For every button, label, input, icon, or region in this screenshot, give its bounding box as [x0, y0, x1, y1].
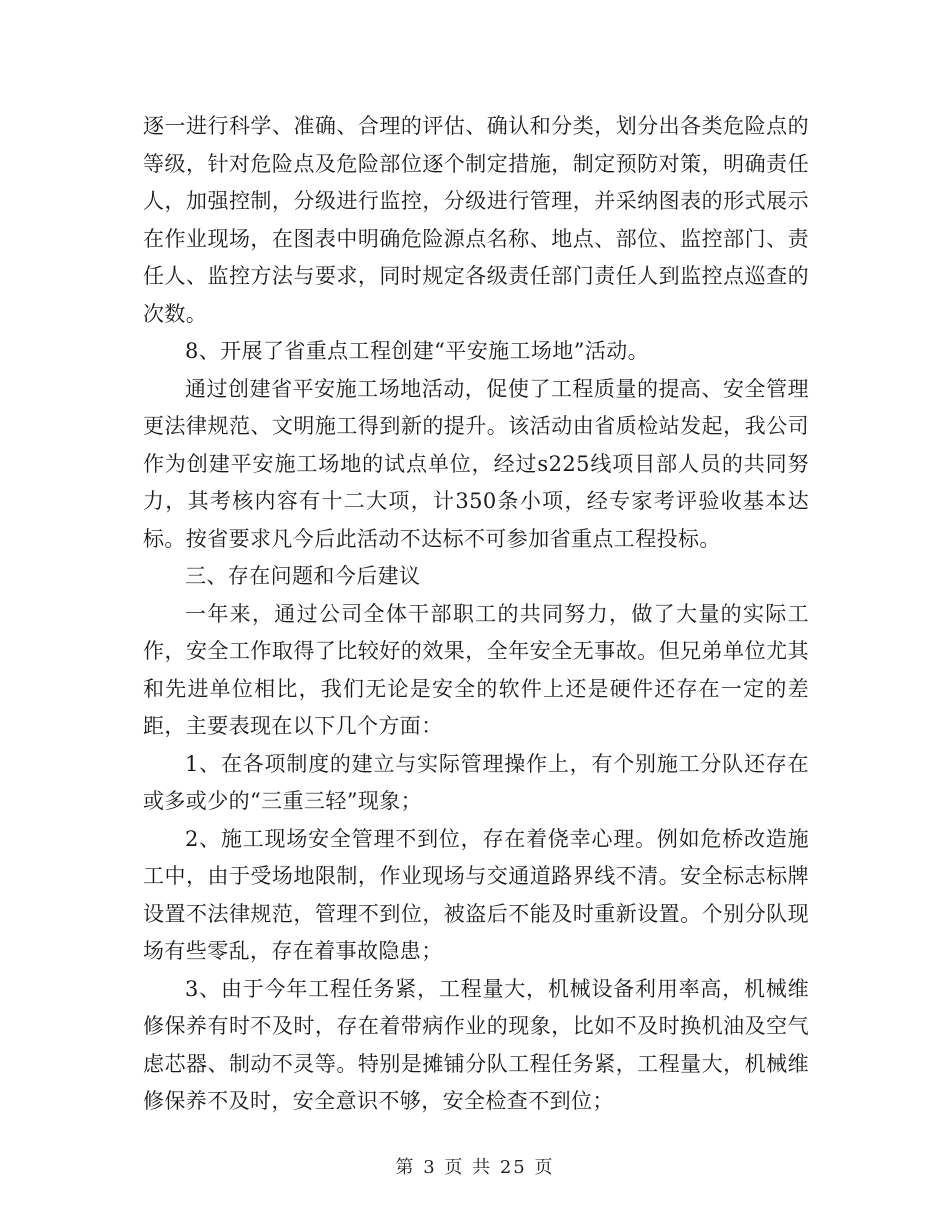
paragraph-problem-1: 1、在各项制度的建立与实际管理操作上，有个别施工分队还存在或多或少的“三重三轻”现象； — [143, 751, 809, 813]
paragraph-hazard-classification: 逐一进行科学、准确、合理的评估、确认和分类，划分出各类危险点的等级，针对危险点及危险部位逐个制定措施，制定预防对策，明确责任人，加强控制，分级进行监控，分级进行管理，并采纳图表的形式展示在作业现场，在图表中明确危险源点名称、地点、部位、监控部门、责任人、监控方法与要求，同时规定各级责任部门责任人到监控点巡查的次数。 — [143, 114, 809, 326]
paragraph-item-8-heading: 8、开展了省重点工程创建“平安施工场地”活动。 — [185, 339, 650, 363]
paragraph-year-summary: 一年来，通过公司全体干部职工的共同努力，做了大量的实际工作，安全工作取得了比较好的效果，全年安全无事故。但兄弟单位尤其和先进单位相比，我们无论是安全的软件上还是硬件还存在一定的差距，主要表现在以下几个方面： — [143, 601, 809, 738]
paragraph-problem-2: 2、施工现场安全管理不到位，存在着侥幸心理。例如危桥改造施工中，由于受场地限制，作业现场与交通道路界线不清。安全标志标牌设置不法律规范，管理不到位，被盗后不能及时重新设置。个别分队现场有些零乱，存在着事故隐患； — [143, 826, 809, 963]
paragraph-problem-3: 3、由于今年工程任务紧，工程量大，机械设备利用率高，机械维修保养有时不及时，存在着带病作业的现象，比如不及时换机油及空气虑芯器、制动不灵等。特别是摊铺分队工程任务紧，工程量大，机械维修保养不及时，安全意识不够，安全检查不到位； — [143, 976, 809, 1113]
section-heading-problems: 三、存在问题和今后建议 — [185, 564, 421, 588]
paragraph-safe-site-activity: 通过创建省平安施工场地活动，促使了工程质量的提高、安全管理更法律规范、文明施工得到新的提升。该活动由省质检站发起，我公司作为创建平安施工场地的试点单位，经过s225线项目部人员的共同努力，其考核内容有十二大项，计350条小项，经专家考评验收基本达标。按省要求凡今后此活动不达标不可参加省重点工程投标。 — [143, 376, 809, 551]
page-number-footer: 第 3 页 共 25 页 — [395, 1157, 555, 1178]
document-body — [143, 108, 809, 1121]
